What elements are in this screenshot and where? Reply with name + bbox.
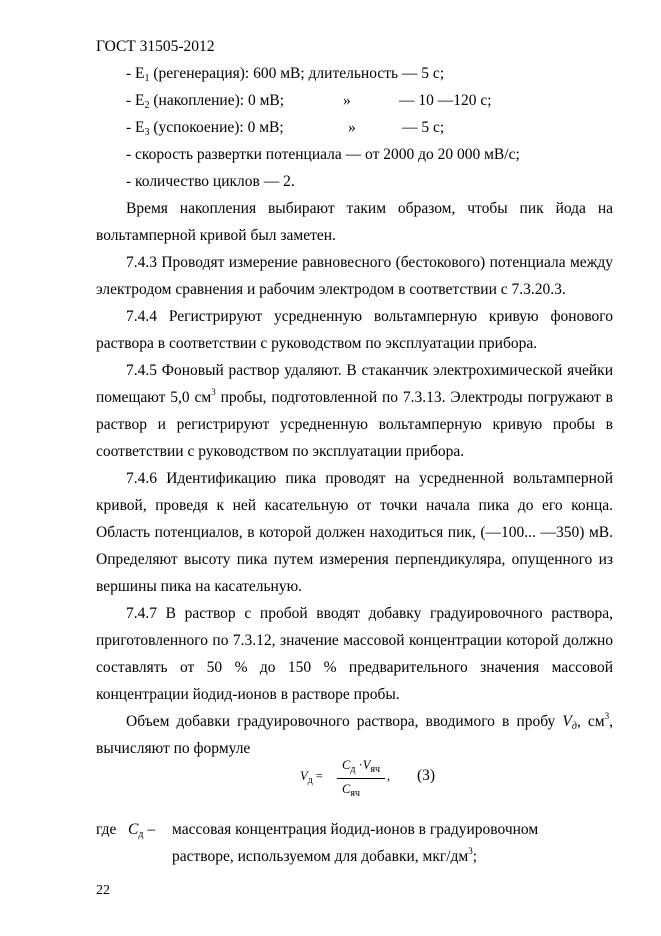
paragraph-line: соответствии с руководством по эксплуатации прибора. [96, 443, 465, 460]
param-e2-value: — 10 —120 с; [399, 92, 492, 109]
paragraph-line: Область потенциалов, в которой должен находиться пик, (—100... —350) мВ. [96, 524, 613, 541]
paragraph-line: Время накопления выбирают таким образом, чтобы пик йода на [126, 200, 613, 217]
formula-comma: , [387, 769, 391, 783]
param-e2: - $E_2$ (накопление): 0 мВ; [126, 92, 285, 111]
paragraph-line: вершины пика на касательную. [96, 578, 303, 595]
where-definition-line: растворе, используемом для добавки, мкг/$дм^3$; [172, 846, 478, 865]
paragraph-line: кривой, проведя к ней касательную от точки начала пика до его конца. [96, 497, 613, 514]
paragraph-line: Объем добавки градуировочного раствора, вводимого в пробу $V_д$, $см^3$, [126, 711, 613, 732]
param-e2-ditto: » [343, 92, 351, 109]
param-cycles: - количество циклов — 2. [126, 173, 295, 190]
paragraph-line: приготовленного по 7.3.12, значение массовой концентрации которой должно [96, 632, 613, 649]
param-e1: - $E_1$ (регенерация): 600 мВ; длительность — 5 с; [126, 65, 445, 84]
paragraph-line: раствора в соответствии с руководством по эксплуатации прибора. [96, 335, 538, 352]
paragraph-line: составлять от 50 % до 150 % предварительного значения массовой [96, 659, 613, 676]
param-scan-rate: - скорость развертки потенциала — от 2000 до 20 000 мВ/с; [126, 146, 520, 163]
where-label: где [96, 821, 117, 838]
where-variable: $C_д$ – [128, 821, 156, 840]
paragraph-line: 7.4.5 Фоновый раствор удаляют. В стаканчик электрохимической ячейки [126, 362, 613, 379]
formula-number: (3) [417, 767, 436, 784]
param-e3-ditto: » [348, 119, 356, 136]
param-e3: - $E_3$ (успокоение): 0 мВ; [126, 119, 284, 138]
formula-numerator: $C_д \cdot V_{яч}$ [342, 758, 381, 775]
paragraph-line: вычисляют по формуле [96, 740, 251, 757]
fraction-bar [337, 778, 385, 779]
paragraph-line: 7.4.6 Идентификацию пика проводят на усредненной вольтамперной [126, 470, 613, 487]
paragraph-line: электродом сравнения и рабочим электродом в соответствии с 7.3.20.3. [96, 281, 566, 298]
where-definition-line: массовая концентрация йодид-ионов в градуировочном [172, 821, 539, 838]
paragraph-line: 7.4.4 Регистрируют усредненную вольтамперную кривую фонового [126, 308, 613, 325]
paragraph-line: Определяют высоту пика путем измерения перпендикуляра, опущенного из [96, 551, 613, 568]
page-number: 22 [96, 883, 110, 898]
param-e3-value: — 5 с; [402, 119, 445, 136]
paragraph-line: концентрации йодид-ионов в растворе пробы. [96, 686, 400, 703]
formula-lhs: $V_д$ = [300, 769, 323, 786]
formula-denominator: $C_{яч}$ [342, 782, 360, 799]
paragraph-line: 7.4.3 Проводят измерение равновесного (бестокового) потенциала между [126, 254, 613, 271]
paragraph-line: раствор и регистрируют усредненную вольтамперную кривую пробы в [96, 416, 613, 433]
paragraph-line: вольтамперной кривой был заметен. [96, 227, 336, 244]
formula-3 [300, 758, 450, 802]
paragraph-line: 7.4.7 В раствор с пробой вводят добавку градуировочного раствора, [126, 605, 613, 622]
document-header: ГОСТ 31505-2012 [96, 38, 215, 55]
paragraph-line: помещают 5,0 $см^3$ пробы, подготовленной по 7.3.13. Электроды погружают в [96, 387, 613, 406]
